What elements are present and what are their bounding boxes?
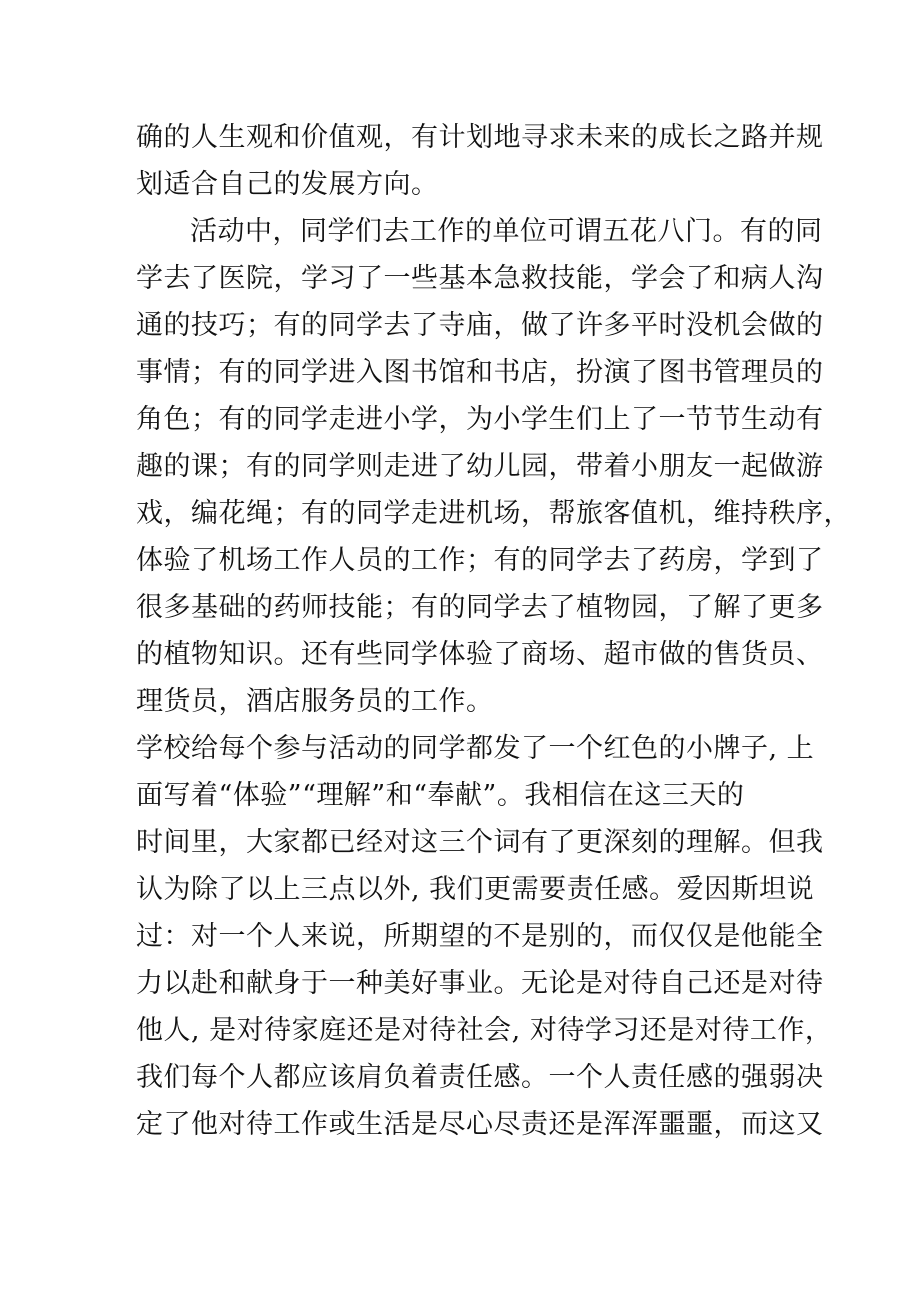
paragraph-line: 体验了机场工作人员的工作；有的同学去了药房，学到了 (136, 545, 824, 576)
paragraph-line: 活动中，同学们去工作的单位可谓五花八门。有的同 (190, 216, 823, 247)
paragraph-line: 时间里，大家都已经对这三个词有了更深刻的理解。但我 (136, 827, 824, 858)
paragraph-line: 理货员，酒店服务员的工作。 (136, 686, 494, 717)
paragraph-line: 趣的课；有的同学则走进了幼儿园，带着小朋友一起做游 (136, 451, 824, 482)
paragraph-line: 事情；有的同学进入图书馆和书店，扮演了图书管理员的 (136, 357, 824, 388)
paragraph-line: 力以赴和献身于一种美好事业。无论是对待自己还是对待 (136, 968, 824, 999)
paragraph-line: 认为除了以上三点以外, 我们更需要责任感。爱因斯坦说 (136, 874, 815, 905)
paragraph-line: 他人, 是对待家庭还是对待社会, 对待学习还是对待工作， (136, 1015, 833, 1046)
paragraph-line: 定了他对待工作或生活是尽心尽责还是浑浑噩噩，而这又 (136, 1109, 824, 1140)
paragraph-line: 划适合自己的发展方向。 (136, 169, 439, 200)
paragraph-line: 过：对一个人来说，所期望的不是别的，而仅仅是他能全 (136, 921, 824, 952)
paragraph-line: 很多基础的药师技能；有的同学去了植物园，了解了更多 (136, 592, 824, 623)
paragraph-line: 我们每个人都应该肩负着责任感。一个人责任感的强弱决 (136, 1062, 824, 1093)
paragraph-line: 戏，编花绳；有的同学走进机场，帮旅客值机，维持秩序， (136, 498, 851, 529)
paragraph-line: 面写着“体验”“理解”和“奉献”。我相信在这三天的 (136, 780, 745, 811)
paragraph-line: 确的人生观和价值观，有计划地寻求未来的成长之路并规 (136, 122, 824, 153)
paragraph-line: 通的技巧；有的同学去了寺庙，做了许多平时没机会做的 (136, 310, 824, 341)
paragraph-line: 学校给每个参与活动的同学都发了一个红色的小牌子, 上 (136, 733, 815, 764)
paragraph-1 (136, 114, 824, 208)
document-body (136, 114, 851, 1148)
paragraph-line: 的植物知识。还有些同学体验了商场、超市做的售货员、 (136, 639, 824, 670)
paragraph-2 (136, 208, 851, 725)
paragraph-3 (136, 725, 833, 1148)
paragraph-line: 角色；有的同学走进小学，为小学生们上了一节节生动有 (136, 404, 824, 435)
paragraph-line: 学去了医院，学习了一些基本急救技能，学会了和病人沟 (136, 263, 824, 294)
